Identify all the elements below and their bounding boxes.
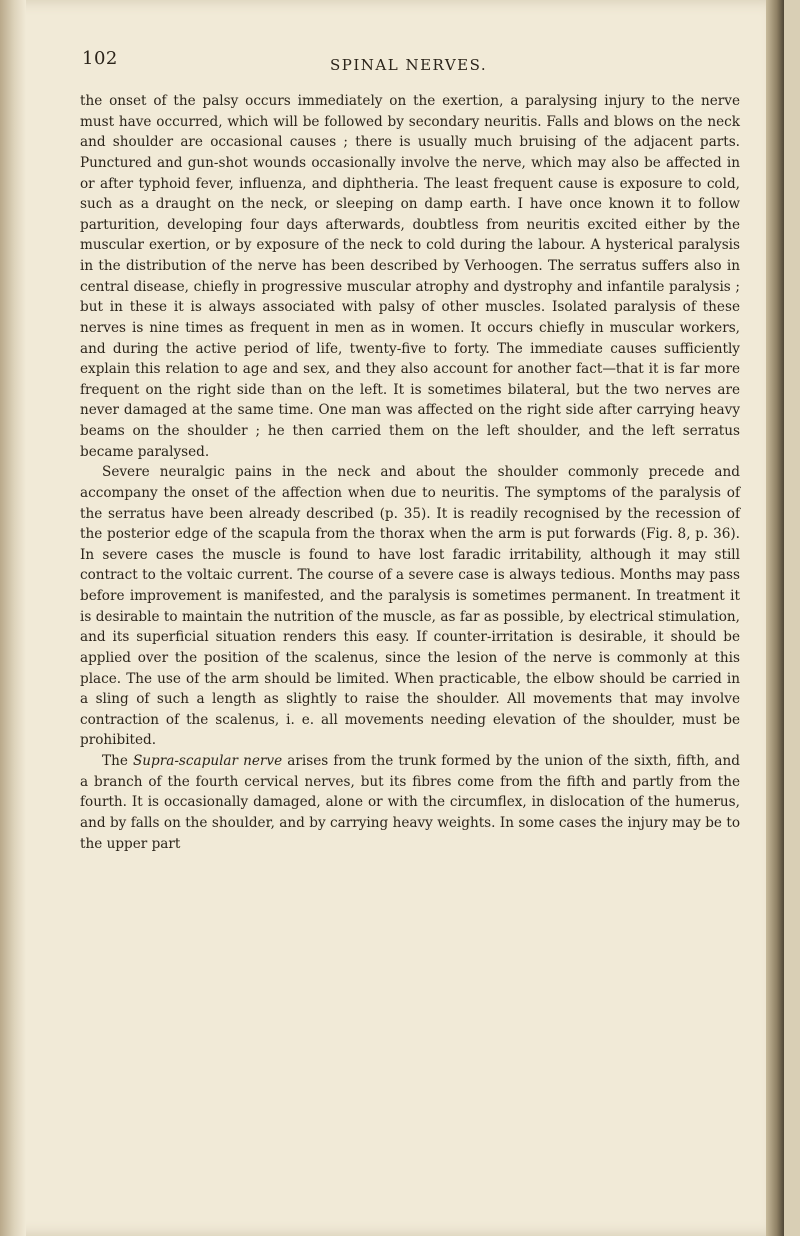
page-body: [80, 91, 740, 854]
paragraph-serratus-causes: the onset of the palsy occurs immediately on the exertion, a paralysing injury to the nerve must have occurred, which will be followed by secondary neuritis. Falls and blows on the neck and shoulder are occasional causes ; there is usually much bruising of the adjacent parts. Punctured and gun-shot wounds occasionally involve the nerve, which may also be affected in or after typhoid fever, influenza, and diphtheria. The least frequent cause is exposure to cold, such as a draught on the neck, or sleeping on damp earth. I have once known it to follow parturition, developing four days afterwards, doubtless from neuritis excited either by the muscular exertion, or by exposure of the neck to cold during the labour. A hysterical paralysis in the distribution of the nerve has been described by Verhoogen. The serratus suffers also in central disease, chiefly in progressive muscular atrophy and dystrophy and infantile paralysis ; but in these it is always associated with palsy of other muscles. Isolated paralysis of these nerves is nine times as frequent in men as in women. It occurs chiefly in muscular workers, and during the active period of life, twenty-five to forty. The immediate causes sufficiently explain this relation to age and sex, and they also account for another fact—that it is far more frequent on the right side than on the left. It is sometimes bilateral, but the two nerves are never damaged at the same time. One man was affected on the right side after carrying heavy beams on the shoulder ; he then carried them on the left shoulder, and the left serratus became paralysed.: [80, 93, 740, 460]
paragraph-serratus-symptoms-treatment: Severe neuralgic pains in the neck and about the shoulder commonly precede and accompany the onset of the affection when due to neuritis. The symptoms of the paralysis of the serratus have been already described (p. 35). It is readily recognised by the recession of the posterior edge of the scapula from the thorax when the arm is put forwards (Fig. 8, p. 36). In severe cases the muscle is found to have lost faradic irritability, although it may still contract to the voltaic current. The course of a severe case is always tedious. Months may pass before improvement is manifested, and the paralysis is sometimes permanent. In treatment it is desirable to maintain the nutrition of the muscle, as far as possible, by electrical stimulation, and its superficial situation renders this easy. If counter-irritation is desirable, it should be applied over the position of the scalenus, since the lesion of the nerve is commonly at this place. The use of the arm should be limited. When practicable, the elbow should be carried in a sling of such a length as slightly to raise the shoulder. All movements that may involve contraction of the scalenus, i. e. all movements needing elevation of the shoulder, must be prohibited.: [80, 464, 740, 749]
page-edge-shadow: [766, 0, 784, 1236]
page-gutter-shadow: [0, 0, 26, 1236]
paragraph-lead-in: The: [102, 753, 133, 769]
paragraph-continuation: arises from the trunk formed by the union of the sixth, fifth, and a branch of the fourth cervical nerves, but its fibres come from the fifth and partly from the fourth. It is occasionally damaged, alone or with the circumflex, in dislocation of the humerus, and by falls on the shoulder, and by carrying heavy weights. In some cases the injury may be to the upper part: [80, 753, 740, 852]
page-number: 102: [82, 48, 118, 69]
term-supra-scapular-nerve: Supra-scapular nerve: [132, 753, 283, 769]
paragraph-supra-scapular-nerve: [80, 751, 740, 854]
running-head: SPINAL NERVES.: [330, 56, 488, 74]
